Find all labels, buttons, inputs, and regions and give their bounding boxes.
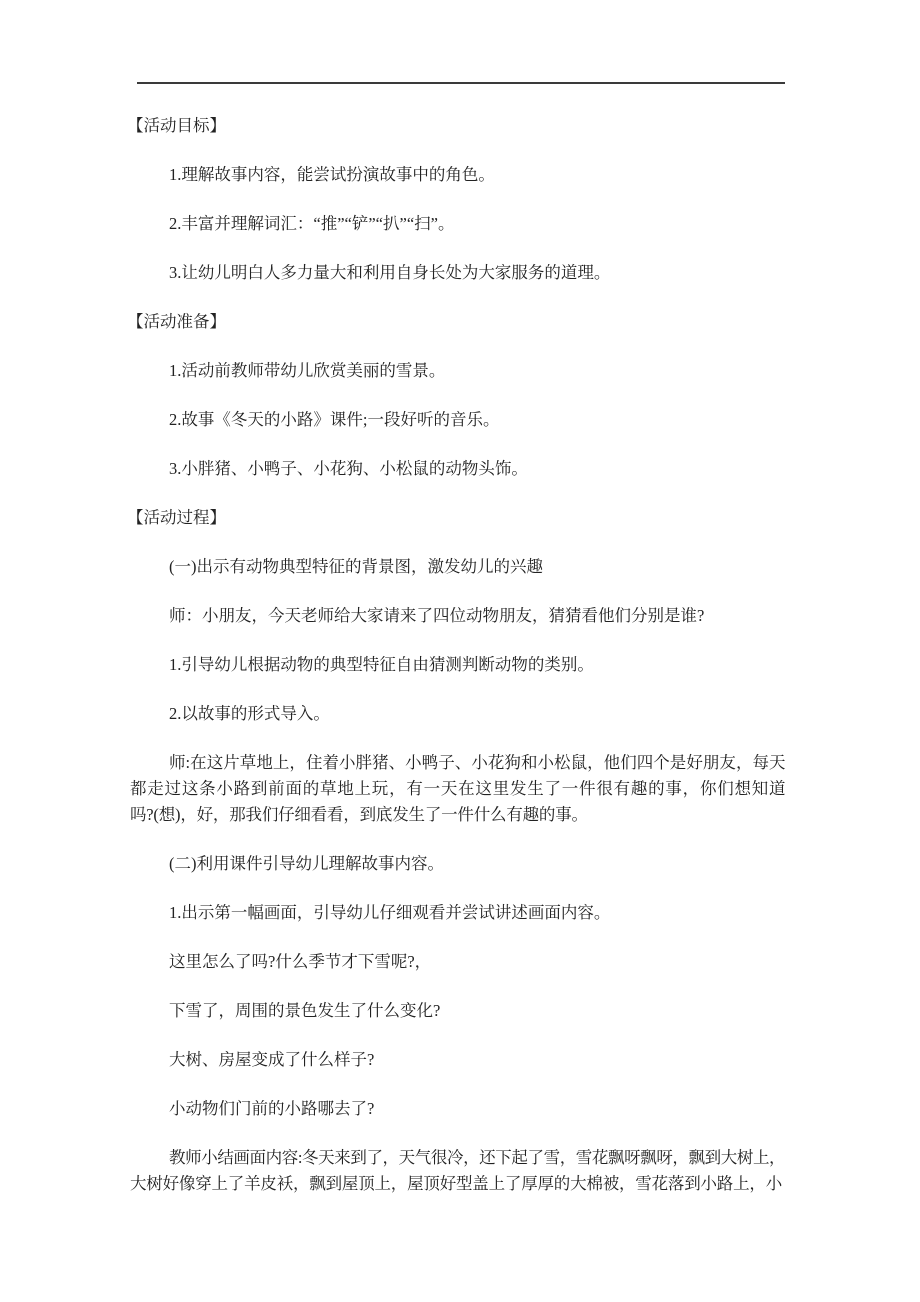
paragraph	[130, 750, 785, 828]
paragraph: 3.让幼儿明白人多力量大和利用自身长处为大家服务的道理。	[169, 263, 611, 282]
paragraph: 小动物们门前的小路哪去了?	[169, 1099, 375, 1118]
paragraph-line: 师:在这片草地上，住着小胖猪、小鸭子、小花狗和小松鼠，他们四个是好朋友，每天	[169, 753, 785, 772]
paragraph-line: 都走过这条小路到前面的草地上玩，有一天在这里发生了一件很有趣的事，你们想知道	[130, 779, 785, 798]
paragraph-line: 大树好像穿上了羊皮袄，飘到屋顶上，屋顶好型盖上了厚厚的大棉被，雪花落到小路上，小	[130, 1174, 783, 1193]
paragraph: 1.出示第一幅画面，引导幼儿仔细观看并尝试讲述画面内容。	[169, 903, 611, 922]
paragraph: (一)出示有动物典型特征的背景图，激发幼儿的兴趣	[169, 557, 543, 576]
paragraph: 1.理解故事内容，能尝试扮演故事中的角色。	[169, 165, 495, 184]
section-heading: 【活动准备】	[127, 312, 226, 331]
top-rule	[137, 82, 785, 84]
paragraph: 2.以故事的形式导入。	[169, 704, 330, 723]
section-heading: 【活动过程】	[127, 508, 226, 527]
paragraph	[130, 1145, 785, 1197]
paragraph: 师：小朋友，今天老师给大家请来了四位动物朋友，猜猜看他们分别是谁?	[169, 606, 705, 625]
paragraph: 2.故事《冬天的小路》课件;一段好听的音乐。	[169, 410, 500, 429]
paragraph-line: 教师小结画面内容:冬天来到了，天气很冷，还下起了雪，雪花飘呀飘呀，飘到大树上，	[169, 1148, 785, 1167]
paragraph: 2.丰富并理解词汇：“推”“铲”“扒”“扫”。	[169, 214, 455, 233]
paragraph: 下雪了，周围的景色发生了什么变化?	[169, 1001, 441, 1020]
paragraph: 3.小胖猪、小鸭子、小花狗、小松鼠的动物头饰。	[169, 459, 528, 478]
paragraph-line: 吗?(想)，好，那我们仔细看看，到底发生了一件什么有趣的事。	[130, 805, 588, 824]
paragraph: 1.引导幼儿根据动物的典型特征自由猜测判断动物的类别。	[169, 655, 594, 674]
document-body	[127, 113, 785, 1220]
paragraph: 这里怎么了吗?什么季节才下雪呢?，	[169, 952, 432, 971]
section-heading: 【活动目标】	[127, 116, 226, 135]
paragraph: (二)利用课件引导幼儿理解故事内容。	[169, 854, 444, 873]
paragraph: 1.活动前教师带幼儿欣赏美丽的雪景。	[169, 361, 446, 380]
paragraph: 大树、房屋变成了什么样子?	[169, 1050, 375, 1069]
